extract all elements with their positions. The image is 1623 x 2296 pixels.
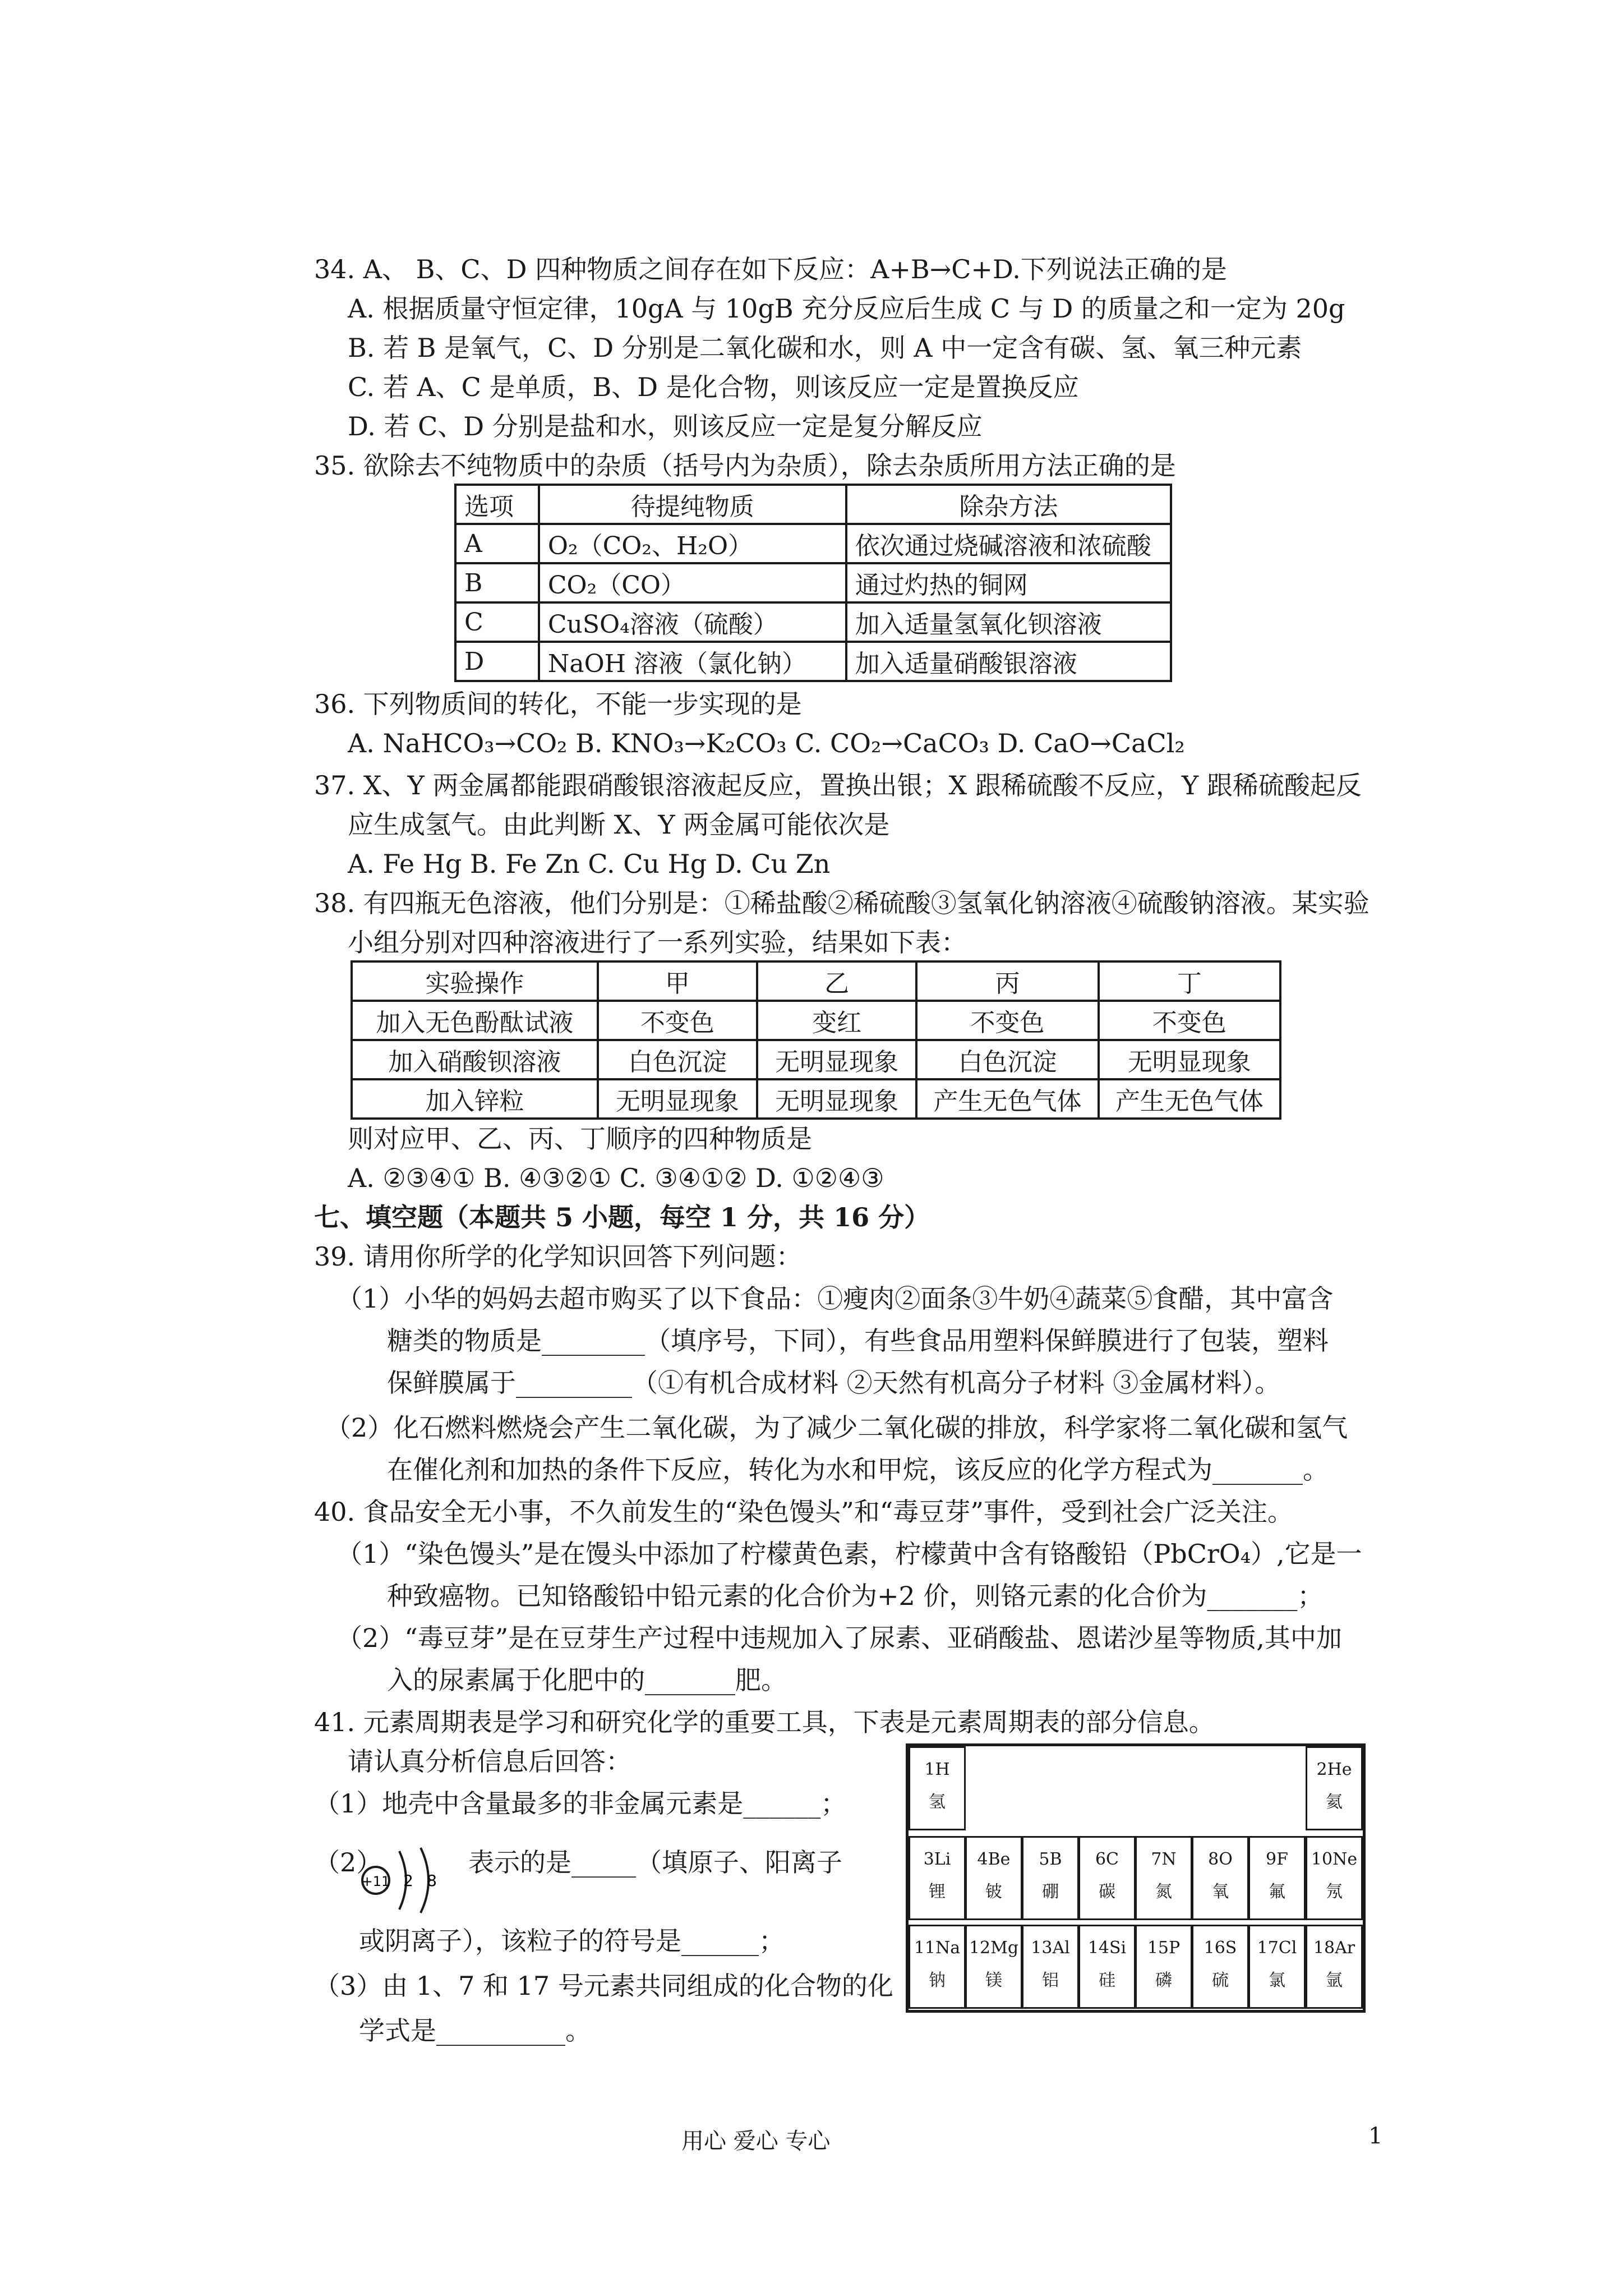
element-number: 1H: [924, 1760, 950, 1779]
element-name: 氧: [1212, 1882, 1229, 1902]
element-number: 12Mg: [969, 1938, 1019, 1958]
q34-option-b: B. 若 B 是氧气，C、D 分别是二氧化碳和水，则 A 中一定含有碳、氢、氧三种元素: [348, 333, 1302, 363]
periodic-table: [906, 1743, 1366, 2013]
element-name: 铍: [985, 1882, 1002, 1902]
table-cell: 无明显现象: [598, 1079, 757, 1119]
element-name: 硼: [1042, 1882, 1059, 1902]
q39-line1: （1）小华的妈妈去超市购买了以下食品：①瘦肉②面条③牛奶④蔬菜⑤食醋，其中富含: [336, 1283, 1334, 1314]
table-row: [352, 1079, 1280, 1119]
element-name: 氢: [929, 1792, 946, 1812]
q41-stem: 41. 元素周期表是学习和研究化学的重要工具，下表是元素周期表的部分信息。: [314, 1707, 1215, 1737]
element-cell: [1248, 1925, 1306, 2009]
q39-line5: 在催化剂和加热的条件下反应，转化为水和甲烷，该反应的化学方程式为_______。: [387, 1455, 1329, 1485]
table-cell: 产生无色气体: [1099, 1079, 1280, 1119]
table-row: [455, 524, 1171, 563]
table-cell: O₂（CO₂、H₂O）: [539, 524, 846, 563]
q37-stem-line2: 应生成氢气。由此判断 X、Y 两金属可能依次是: [348, 809, 890, 840]
q35-stem: 35. 欲除去不纯物质中的杂质（括号内为杂质），除去杂质所用方法正确的是: [314, 450, 1176, 481]
element-cell: [965, 1836, 1022, 1920]
q41-line0: 请认真分析信息后回答：: [348, 1746, 631, 1777]
element-number: 11Na: [914, 1938, 961, 1958]
element-name: 硫: [1212, 1971, 1229, 1990]
table-header: 乙: [757, 961, 916, 1001]
table-header: 待提纯物质: [539, 485, 846, 524]
element-name: 锂: [929, 1882, 946, 1902]
table-cell: 依次通过烧碱溶液和浓硫酸: [846, 524, 1171, 563]
q40-stem: 40. 食品安全无小事，不久前发生的“染色馒头”和“毒豆芽”事件，受到社会广泛关注。: [314, 1497, 1293, 1527]
table-row: [455, 602, 1171, 642]
table-row: [352, 1040, 1280, 1079]
element-cell: [909, 1925, 966, 2009]
table-cell: 无明显现象: [757, 1079, 916, 1119]
element-name: 镁: [985, 1971, 1002, 1990]
table-row: [352, 1001, 1280, 1040]
element-cell: [965, 1925, 1022, 2009]
element-name: 氩: [1326, 1971, 1343, 1990]
element-cell: [1022, 1836, 1079, 1920]
table-cell: 白色沉淀: [916, 1040, 1098, 1079]
table-cell: 无明显现象: [757, 1040, 916, 1079]
element-cell: [1078, 1925, 1136, 2009]
nucleus-charge: +11: [361, 1874, 390, 1889]
table-cell: 加入锌粒: [352, 1079, 598, 1119]
table-cell: 加入适量氢氧化钡溶液: [846, 602, 1171, 642]
q39-line3: 保鲜膜属于_________（①有机合成材料 ②天然有机高分子材料 ③金属材料）。: [387, 1368, 1281, 1398]
table-cell: 不变色: [1099, 1001, 1280, 1040]
element-cell: [1306, 1925, 1363, 2009]
q39-line2: 糖类的物质是________（填序号，下同），有些食品用塑料保鲜膜进行了包装，塑料: [387, 1326, 1329, 1356]
table-cell: 加入适量硝酸银溶液: [846, 642, 1171, 681]
element-name: 铝: [1042, 1971, 1059, 1990]
element-cell: [1192, 1925, 1249, 2009]
footer-slogan: 用心 爱心 专心: [681, 2128, 831, 2154]
q34-option-a: A. 根据质量守恒定律，10gA 与 10gB 充分反应后生成 C 与 D 的质量之和一定为 20g: [348, 293, 1345, 324]
q40-line1: （1）“染色馒头”是在馒头中添加了柠檬黄色素，柠檬黄中含有铬酸铅（PbCrO₄）,它是一: [336, 1539, 1362, 1569]
q34-option-d: D. 若 C、D 分别是盐和水，则该反应一定是复分解反应: [348, 411, 983, 441]
table-header: 丙: [916, 961, 1098, 1001]
table-header: 甲: [598, 961, 757, 1001]
q41-line2-prefix: （2）: [314, 1847, 382, 1878]
atom-structure-diagram: [359, 1846, 465, 1918]
table-cell: A: [455, 524, 539, 563]
q37-stem-line1: 37. X、Y 两金属都能跟硝酸银溶液起反应，置换出银；X 跟稀硫酸不反应，Y 跟稀硫酸起反: [314, 770, 1362, 800]
q36-stem: 36. 下列物质间的转化，不能一步实现的是: [314, 689, 802, 719]
element-name: 钠: [929, 1971, 946, 1990]
table-cell: 通过灼热的铜网: [846, 563, 1171, 602]
section-heading: 七、填空题（本题共 5 小题，每空 1 分，共 16 分）: [314, 1202, 930, 1232]
q40-line4: 入的尿素属于化肥中的_______肥。: [387, 1665, 787, 1695]
table-cell: D: [455, 642, 539, 681]
q38-table: [351, 960, 1281, 1120]
element-cell: [1022, 1925, 1079, 2009]
table-header-row: [352, 961, 1280, 1001]
element-number: 13Al: [1031, 1938, 1070, 1958]
element-name: 氟: [1269, 1882, 1285, 1902]
q41-line5: 学式是__________。: [359, 2016, 591, 2046]
q35-table: [454, 484, 1172, 682]
q41-line2: 表示的是_____（填原子、阳离子: [468, 1847, 842, 1878]
element-number: 16S: [1204, 1938, 1237, 1958]
table-cell: CuSO₄溶液（硫酸）: [539, 602, 846, 642]
element-number: 15P: [1147, 1938, 1181, 1958]
element-number: 4Be: [977, 1849, 1011, 1869]
table-header: 选项: [455, 485, 539, 524]
q38-stem-line1: 38. 有四瓶无色溶液，他们分别是：①稀盐酸②稀硫酸③氢氧化钠溶液④硫酸钠溶液。某实验: [314, 888, 1370, 918]
shell-2-electrons: 8: [427, 1871, 437, 1890]
page-number: 1: [1368, 2123, 1383, 2149]
table-cell: 无明显现象: [1099, 1040, 1280, 1079]
element-name: 氖: [1326, 1882, 1343, 1902]
table-header: 实验操作: [352, 961, 598, 1001]
element-number: 7N: [1151, 1849, 1177, 1869]
q39-line4: （2）化石燃料燃烧会产生二氧化碳，为了减少二氧化碳的排放，科学家将二氧化碳和氢气: [325, 1412, 1348, 1443]
table-cell: NaOH 溶液（氯化钠）: [539, 642, 846, 681]
element-cell: [909, 1836, 966, 1920]
element-name: 氮: [1155, 1882, 1172, 1902]
element-number: 6C: [1095, 1849, 1119, 1869]
element-name: 碳: [1099, 1882, 1115, 1902]
element-name: 氦: [1326, 1792, 1343, 1812]
q34-option-c: C. 若 A、C 是单质，B、D 是化合物，则该反应一定是置换反应: [348, 372, 1079, 402]
q39-stem: 39. 请用你所学的化学知识回答下列问题：: [314, 1241, 802, 1272]
element-number: 3Li: [923, 1849, 951, 1869]
table-cell: 不变色: [916, 1001, 1098, 1040]
q38-options: A. ②③④① B. ④③②① C. ③④①② D. ①②④③: [348, 1163, 884, 1193]
q34-stem: 34. A、 B、C、D 四种物质之间存在如下反应：A+B→C+D.下列说法正确的是: [314, 254, 1227, 284]
element-number: 5B: [1039, 1849, 1062, 1869]
table-cell: 不变色: [598, 1001, 757, 1040]
table-row: [455, 563, 1171, 602]
element-cell-h: [909, 1746, 966, 1830]
table-cell: 加入硝酸钡溶液: [352, 1040, 598, 1079]
shell-1-electrons: 2: [403, 1871, 413, 1890]
element-number: 10Ne: [1311, 1849, 1358, 1869]
q40-line2: 种致癌物。已知铬酸铅中铅元素的化合价为+2 价，则铬元素的化合价为_______；: [387, 1581, 1324, 1611]
element-name: 磷: [1155, 1971, 1172, 1990]
table-cell: B: [455, 563, 539, 602]
table-header: 丁: [1099, 961, 1280, 1001]
q38-stem-line2: 小组分别对四种溶液进行了一系列实验，结果如下表：: [348, 927, 967, 958]
q41-line1: （1）地壳中含量最多的非金属元素是______；: [314, 1788, 847, 1819]
element-number: 8O: [1208, 1849, 1233, 1869]
element-cell-he: [1306, 1746, 1363, 1830]
element-number: 2He: [1316, 1760, 1352, 1779]
q37-options: A. Fe Hg B. Fe Zn C. Cu Hg D. Cu Zn: [348, 849, 831, 879]
q41-line4: （3）由 1、7 和 17 号元素共同组成的化合物的化: [314, 1971, 893, 2001]
table-cell: 变红: [757, 1001, 916, 1040]
q36-options: A. NaHCO₃→CO₂ B. KNO₃→K₂CO₃ C. CO₂→CaCO₃ D. CaO→CaCl₂: [348, 728, 1185, 758]
q41-line3: 或阴离子），该粒子的符号是______；: [359, 1926, 785, 1956]
table-cell: 白色沉淀: [598, 1040, 757, 1079]
element-cell: [1135, 1836, 1192, 1920]
element-number: 14Si: [1087, 1938, 1127, 1958]
element-name: 硅: [1099, 1971, 1115, 1990]
table-cell: C: [455, 602, 539, 642]
table-row: [455, 642, 1171, 681]
table-cell: 加入无色酚酞试液: [352, 1001, 598, 1040]
element-number: 17Cl: [1257, 1938, 1297, 1958]
table-header: 除杂方法: [846, 485, 1171, 524]
element-cell: [1306, 1836, 1363, 1920]
element-cell: [1248, 1836, 1306, 1920]
element-cell: [1135, 1925, 1192, 2009]
element-number: 9F: [1266, 1849, 1288, 1869]
q38-after: 则对应甲、乙、丙、丁顺序的四种物质是: [348, 1124, 812, 1154]
element-name: 氯: [1269, 1971, 1285, 1990]
table-header-row: [455, 485, 1171, 524]
q40-line3: （2）“毒豆芽”是在豆芽生产过程中违规加入了尿素、亚硝酸盐、恩诺沙星等物质,其中加: [336, 1623, 1342, 1653]
element-cell: [1078, 1836, 1136, 1920]
table-cell: CO₂（CO）: [539, 563, 846, 602]
element-cell: [1192, 1836, 1249, 1920]
table-cell: 产生无色气体: [916, 1079, 1098, 1119]
element-number: 18Ar: [1313, 1938, 1355, 1958]
